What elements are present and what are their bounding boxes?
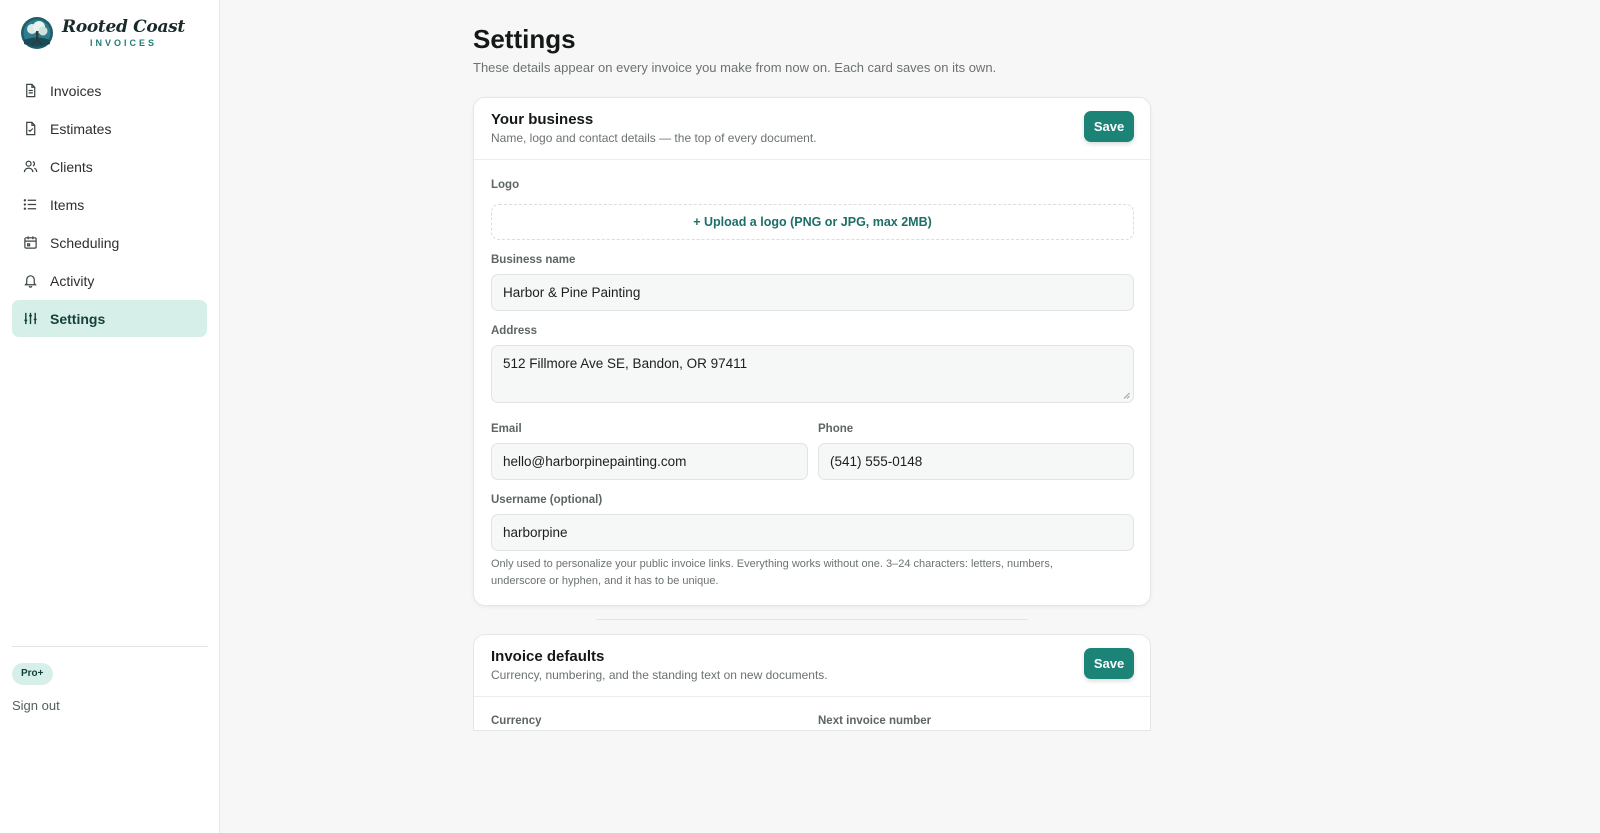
phone-field[interactable]: (541) 555-0148 — [818, 443, 1134, 480]
card-title: Your business — [491, 111, 594, 128]
sidebar-item-clients[interactable] — [12, 148, 207, 185]
sign-out-link[interactable]: Sign out — [12, 698, 60, 713]
address-label: Address — [491, 325, 538, 337]
sidebar-item-items[interactable] — [12, 186, 207, 223]
sidebar-item-label: Items — [50, 196, 85, 213]
email-label: Email — [491, 423, 522, 435]
brand-tagline: INVOICES — [89, 38, 157, 48]
page-subtitle: These details appear on every invoice you make from now on. Each card saves on its own. — [473, 60, 997, 75]
business-name-input[interactable]: Harbor & Pine Painting — [491, 274, 1134, 311]
card-header — [474, 98, 1150, 160]
document-check-icon — [23, 121, 38, 136]
sidebar-item-label: Activity — [50, 272, 95, 289]
card-subtitle: Name, logo and contact details — the top of every document. — [491, 131, 817, 145]
brand-logo[interactable] — [20, 16, 185, 50]
calendar-icon — [23, 235, 38, 250]
sidebar — [0, 0, 220, 833]
list-icon — [23, 197, 38, 212]
logo-label: Logo — [491, 179, 520, 191]
username-label: Username (optional) — [491, 494, 603, 506]
business-card — [473, 97, 1151, 606]
section-divider — [596, 619, 1028, 620]
tree-logo-icon — [20, 16, 54, 50]
business-name-label: Business name — [491, 254, 576, 266]
sidebar-divider — [12, 646, 208, 647]
username-field[interactable]: harborpine — [491, 514, 1134, 551]
sliders-icon — [23, 311, 38, 326]
sidebar-item-settings[interactable] — [12, 300, 207, 337]
sidebar-item-invoices[interactable] — [12, 72, 207, 109]
username-hint-line: underscore or hyphen, and it has to be unique. — [491, 575, 719, 587]
document-icon — [23, 83, 38, 98]
sidebar-item-label: Estimates — [50, 120, 112, 137]
sidebar-item-label: Invoices — [50, 82, 102, 99]
address-value: 512 Fillmore Ave SE, Bandon, OR 97411 — [503, 356, 748, 371]
sidebar-item-label: Clients — [50, 158, 93, 175]
page-title: Settings — [473, 24, 576, 54]
users-icon — [23, 159, 38, 174]
brand-name: Rooted Coast — [62, 17, 185, 37]
sidebar-item-label: Scheduling — [50, 234, 120, 251]
username-hint-line: Only used to personalize your public invoice links. Everything works without one. 3–24 characters: letters, numbers, — [491, 558, 1053, 570]
save-button[interactable]: Save — [1084, 648, 1134, 679]
save-button[interactable]: Save — [1084, 111, 1134, 142]
card-title: Invoice defaults — [491, 648, 605, 665]
resize-handle-icon[interactable] — [1123, 392, 1130, 399]
card-header — [474, 635, 1150, 697]
sidebar-item-label: Settings — [50, 310, 106, 327]
currency-label: Currency — [491, 715, 542, 727]
next-invoice-number-label: Next invoice number — [818, 715, 932, 727]
address-textarea[interactable] — [491, 345, 1134, 403]
email-field[interactable]: hello@harborpinepainting.com — [491, 443, 808, 480]
plan-badge: Pro+ — [12, 663, 53, 685]
invoice-defaults-card — [473, 634, 1151, 731]
sidebar-item-estimates[interactable] — [12, 110, 207, 147]
username-hint — [491, 556, 1136, 590]
phone-label: Phone — [818, 423, 854, 435]
upload-logo-button[interactable]: + Upload a logo (PNG or JPG, max 2MB) — [491, 204, 1134, 240]
bell-icon — [23, 273, 38, 288]
sidebar-item-activity[interactable] — [12, 262, 207, 299]
card-subtitle: Currency, numbering, and the standing text on new documents. — [491, 668, 828, 682]
sidebar-nav — [12, 72, 207, 338]
sidebar-item-scheduling[interactable] — [12, 224, 207, 261]
